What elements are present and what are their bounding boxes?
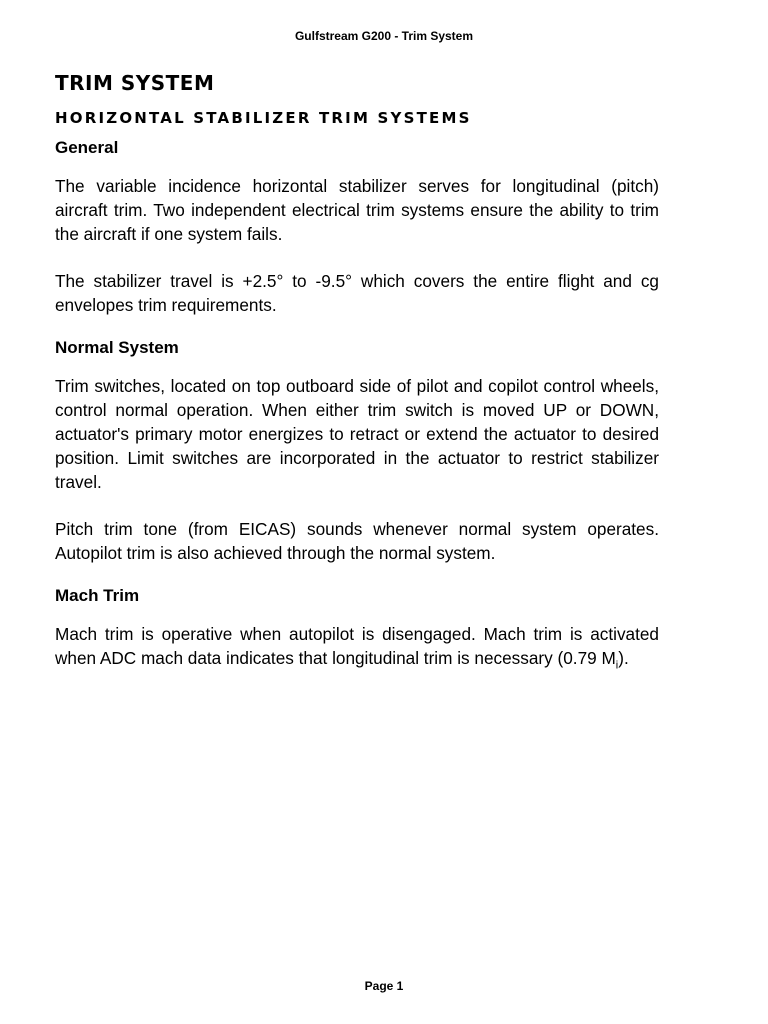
paragraph-general-2: The stabilizer travel is +2.5° to -9.5° which covers the entire flight and cg envelopes trim requirements. xyxy=(55,271,659,315)
mach-trim-text-end: ). xyxy=(618,648,629,668)
paragraph-normal-system-2: Pitch trim tone (from EICAS) sounds whenever normal system operates. Autopilot trim is also achieved through the normal system. xyxy=(55,519,659,563)
heading-mach-trim: Mach Trim xyxy=(55,586,140,605)
heading-normal-system: Normal System xyxy=(55,338,179,357)
running-header: Gulfstream G200 - Trim System xyxy=(294,29,474,43)
document-title: TRIM SYSTEM xyxy=(55,71,215,95)
paragraph-mach-trim xyxy=(55,622,659,670)
page-number: Page 1 xyxy=(364,979,404,993)
paragraph-normal-system-1: Trim switches, located on top outboard side of pilot and copilot control wheels, control normal operation. When either trim switch is moved UP or DOWN, actuator's primary motor energizes to retract or extend the actuator to desired position. Limit switches are incorporated in the actuator to restrict stabilizer travel. xyxy=(55,376,659,492)
document-body xyxy=(55,70,659,693)
mach-trim-text: Mach trim is operative when autopilot is disengaged. Mach trim is activated when ADC mach data indicates that longitudinal trim is necessary (0.79 M xyxy=(55,624,659,668)
mach-subscript: i xyxy=(615,659,619,672)
section-title: HORIZONTAL STABILIZER TRIM SYSTEMS xyxy=(55,109,472,127)
paragraph-general-1: The variable incidence horizontal stabilizer serves for longitudinal (pitch) aircraft trim. Two independent electrical trim systems ensure the ability to trim the aircraft if one system fails. xyxy=(55,176,659,244)
heading-general: General xyxy=(55,138,119,157)
